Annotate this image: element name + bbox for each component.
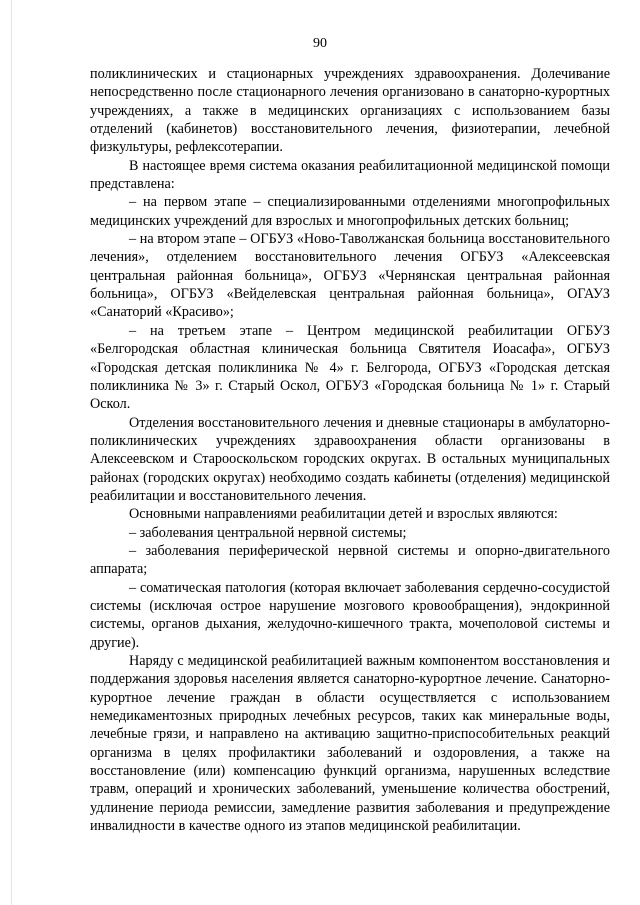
paragraph: поликлинических и стационарных учреждениях здравоохранения. Долечивание непосредственно после стационарного лечения организовано в санаторно-курортных учреждениях, а также в медицинских организациях с использованием базы отделений (кабинетов) восстановительного лечения, физиотерапии, лечебной физкультуры, рефлексотерапии. xyxy=(90,66,610,156)
paragraph: Основными направлениями реабилитации детей и взрослых являются: xyxy=(129,506,558,523)
paragraph: В настоящее время система оказания реабилитационной медицинской помощи представлена: xyxy=(90,157,610,193)
list-item: – заболевания периферической нервной системы и опорно-двигательного аппарата; xyxy=(90,542,610,578)
list-item: – заболевания центральной нервной системы; xyxy=(129,524,407,541)
paragraph: Наряду с медицинской реабилитацией важным компонентом восстановления и поддержания здоровья населения является санаторно-курортное лечение. Санаторно-курортное лечение граждан в области осуществляется с использованием немедикаментозных природных лечебных ресурсов, таких как минеральные воды, лечебные грязи, и направлено на активацию защитно-приспособительных реакций организма в целях профилактики заболеваний и оздоровления, а также на восстановление (или) компенсацию функций организма, нарушенных вследствие травм, операций и хронических заболеваний, уменьшение количества обострений, удлинение периода ремиссии, замедление развития заболевания и предупреждение инвалидности в качестве одного из этапов медицинской реабилитации. xyxy=(90,653,610,835)
paragraph: Отделения восстановительного лечения и дневные стационары в амбулаторно-поликлинических учреждениях здравоохранения области организованы в Алексеевском и Старооскольском городских округах. В остальных муниципальных районах (городских округах) необходимо создать кабинеты (отделения) медицинской реабилитации и восстановительного лечения. xyxy=(90,414,610,504)
list-item: – на втором этапе – ОГБУЗ «Ново-Таволжанская больница восстановительного лечения», отделением восстановительного лечения ОГБУЗ «Алексеевская центральная районная больница», ОГБУЗ «Чернянская центральная районная больница», ОГБУЗ «Вейделевская центральная районная больница», ОГАУЗ «Санаторий «Красиво»; xyxy=(90,231,610,321)
page-number: 90 xyxy=(313,36,327,51)
list-item: – соматическая патология (которая включает заболевания сердечно-сосудистой системы (исключая острое нарушение мозгового кровообращения), эндокринной системы, органов дыхания, желудочно-кишечного тракта, мочеполовой системы и другие). xyxy=(90,579,610,651)
scan-edge-line xyxy=(11,0,12,905)
list-item: – на третьем этапе – Центром медицинской реабилитации ОГБУЗ «Белгородская областная клиническая больница Святителя Иоасафа», ОГБУЗ «Городская детская поликлиника № 4» г. Белгорода, ОГБУЗ «Городская детская поликлиника № 3» г. Старый Оскол, ОГБУЗ «Городская больница № 1» г. Старый Оскол. xyxy=(90,322,610,413)
document-body xyxy=(90,65,610,835)
list-item: – на первом этапе – специализированными отделениями многопрофильных медицинских учреждений для взрослых и многопрофильных детских больниц; xyxy=(90,194,610,229)
